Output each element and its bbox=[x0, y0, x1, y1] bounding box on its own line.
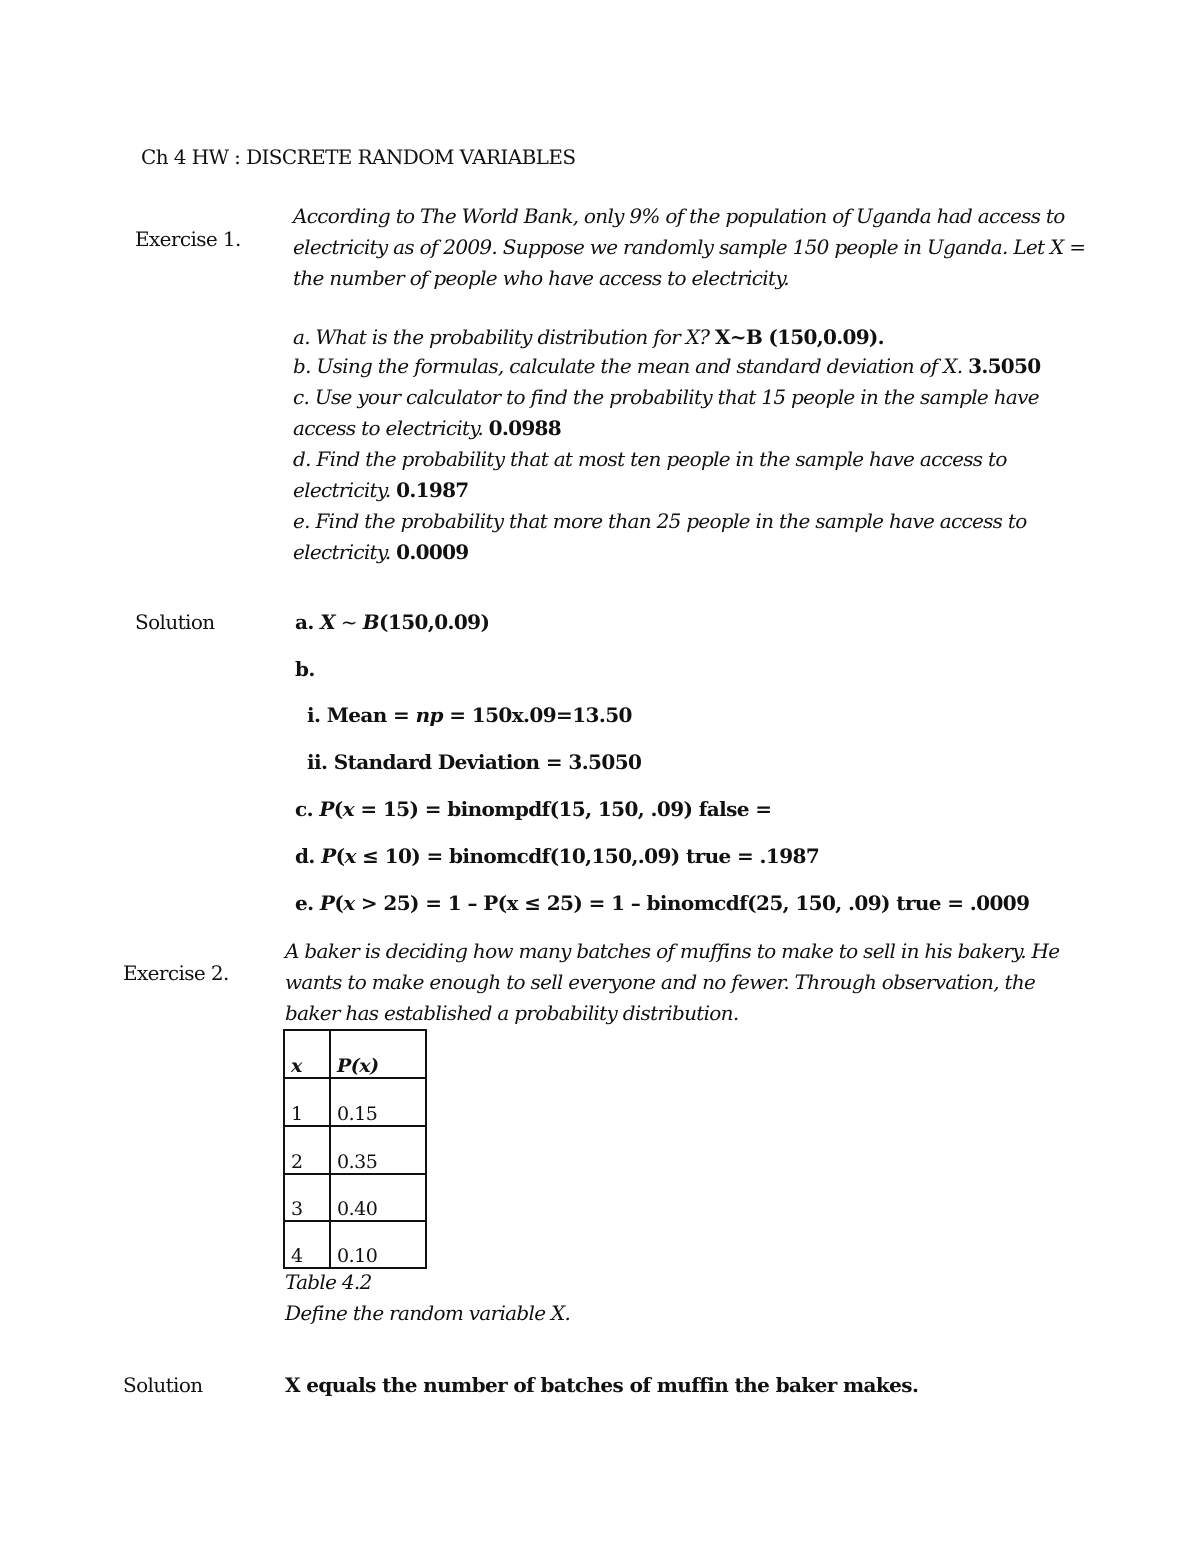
solution-a-var: X bbox=[320, 610, 336, 634]
solution-e-open: ( bbox=[334, 891, 344, 915]
question-d-line1: d. Find the probability that at most ten people in the sample have access to bbox=[293, 447, 1007, 471]
solution-a-tilde: ~ bbox=[335, 610, 363, 634]
solution-c-p: P bbox=[319, 797, 334, 821]
exercise-1-intro-line: electricity as of 2009. Suppose we randomly sample 150 people in Uganda. Let X = bbox=[293, 235, 1086, 259]
table-header-x: x bbox=[284, 1030, 330, 1078]
solution-bi-prefix: i. Mean = bbox=[307, 703, 416, 727]
exercise-2-prompt: Define the random variable X. bbox=[285, 1301, 571, 1325]
solution-a-params: (150,0.09) bbox=[379, 610, 490, 634]
table-row bbox=[284, 1221, 426, 1268]
question-a-answer: X~B (150,0.09). bbox=[714, 325, 884, 349]
question-c-text: access to electricity. bbox=[293, 416, 489, 440]
solution-e-x: x bbox=[343, 891, 355, 915]
exercise-1-label: Exercise 1. bbox=[135, 227, 241, 251]
solution-d-rest: ≤ 10) = binomcdf(10,150,.09) true = .1987 bbox=[355, 844, 820, 868]
solution-c-open: ( bbox=[333, 797, 343, 821]
solution-d-x: x bbox=[344, 844, 356, 868]
solution-d-prefix: d. bbox=[295, 844, 322, 868]
table-row bbox=[284, 1078, 426, 1126]
question-d-text: electricity. bbox=[293, 478, 397, 502]
question-b-text: b. Using the formulas, calculate the mean and standard deviation of X. bbox=[293, 354, 969, 378]
table-caption: Table 4.2 bbox=[285, 1270, 372, 1294]
solution-1-a bbox=[295, 610, 489, 634]
solution-bi-np: np bbox=[415, 703, 443, 727]
question-d-line2 bbox=[293, 475, 1040, 506]
exercise-1-intro bbox=[293, 201, 1085, 294]
exercise-2-intro-line: wants to make enough to sell everyone and no fewer. Through observation, the bbox=[285, 970, 1036, 994]
solution-c-x: x bbox=[342, 797, 354, 821]
exercise-2-intro bbox=[285, 936, 1059, 1029]
table-cell-x: 3 bbox=[284, 1174, 330, 1221]
question-e-line1: e. Find the probability that more than 25 people in the sample have access to bbox=[293, 509, 1027, 533]
question-c-line1: c. Use your calculator to find the probability that 15 people in the sample have bbox=[293, 385, 1039, 409]
table-header-px: P(x) bbox=[330, 1030, 426, 1078]
table-cell-px: 0.15 bbox=[330, 1078, 426, 1126]
solution-1-e bbox=[295, 891, 1029, 915]
question-c-line2 bbox=[293, 413, 1040, 444]
exercise-1-intro-line: the number of people who have access to electricity. bbox=[293, 266, 789, 290]
solution-1-b-i bbox=[307, 703, 632, 727]
table-cell-x: 1 bbox=[284, 1078, 330, 1126]
question-a bbox=[293, 322, 1040, 353]
exercise-2-intro-line: A baker is deciding how many batches of muffins to make to sell in his bakery. He bbox=[285, 939, 1060, 963]
table-cell-px: 0.10 bbox=[330, 1221, 426, 1268]
question-b-answer: 3.5050 bbox=[968, 354, 1041, 378]
exercise-2-label: Exercise 2. bbox=[123, 961, 229, 985]
table-row bbox=[284, 1174, 426, 1221]
solution-c-prefix: c. bbox=[295, 797, 320, 821]
solution-2-label: Solution bbox=[123, 1373, 203, 1397]
table-cell-px: 0.35 bbox=[330, 1126, 426, 1174]
table-cell-x: 4 bbox=[284, 1221, 330, 1268]
question-a-text: a. What is the probability distribution for X? bbox=[293, 325, 715, 349]
solution-1-b: b. bbox=[295, 657, 315, 681]
question-c-answer: 0.0988 bbox=[488, 416, 561, 440]
table-cell-x: 2 bbox=[284, 1126, 330, 1174]
probability-table bbox=[283, 1029, 427, 1269]
question-b bbox=[293, 351, 1040, 382]
exercise-1-questions bbox=[293, 322, 1040, 568]
solution-e-p: P bbox=[319, 891, 335, 915]
solution-c-rest: = 15) = binompdf(15, 150, .09) false = bbox=[353, 797, 772, 821]
solution-a-prefix: a. bbox=[295, 610, 321, 634]
solution-1-b-ii: ii. Standard Deviation = 3.5050 bbox=[307, 750, 642, 774]
exercise-1-intro-line: According to The World Bank, only 9% of the population of Uganda had access to bbox=[293, 204, 1065, 228]
exercise-2-intro-line: baker has established a probability distribution. bbox=[285, 1001, 739, 1025]
question-e-line2 bbox=[293, 537, 1040, 568]
solution-1-label: Solution bbox=[135, 610, 215, 634]
solution-a-dist: B bbox=[362, 610, 380, 634]
table-header-row bbox=[284, 1030, 426, 1078]
solution-e-rest: > 25) = 1 – P(x ≤ 25) = 1 – binomcdf(25, 150, .09) true = .0009 bbox=[354, 891, 1030, 915]
solution-d-p: P bbox=[321, 844, 336, 868]
table-row bbox=[284, 1126, 426, 1174]
solution-d-open: ( bbox=[335, 844, 345, 868]
table-cell-px: 0.40 bbox=[330, 1174, 426, 1221]
solution-1-d bbox=[295, 844, 819, 868]
solution-e-prefix: e. bbox=[295, 891, 320, 915]
question-e-answer: 0.0009 bbox=[396, 540, 469, 564]
solution-1-c bbox=[295, 797, 771, 821]
question-d-answer: 0.1987 bbox=[396, 478, 469, 502]
solution-2-text: X equals the number of batches of muffin the baker makes. bbox=[285, 1373, 919, 1397]
solution-bi-rest: = 150x.09=13.50 bbox=[442, 703, 632, 727]
question-e-text: electricity. bbox=[293, 540, 397, 564]
page-title: Ch 4 HW : DISCRETE RANDOM VARIABLES bbox=[141, 145, 576, 169]
